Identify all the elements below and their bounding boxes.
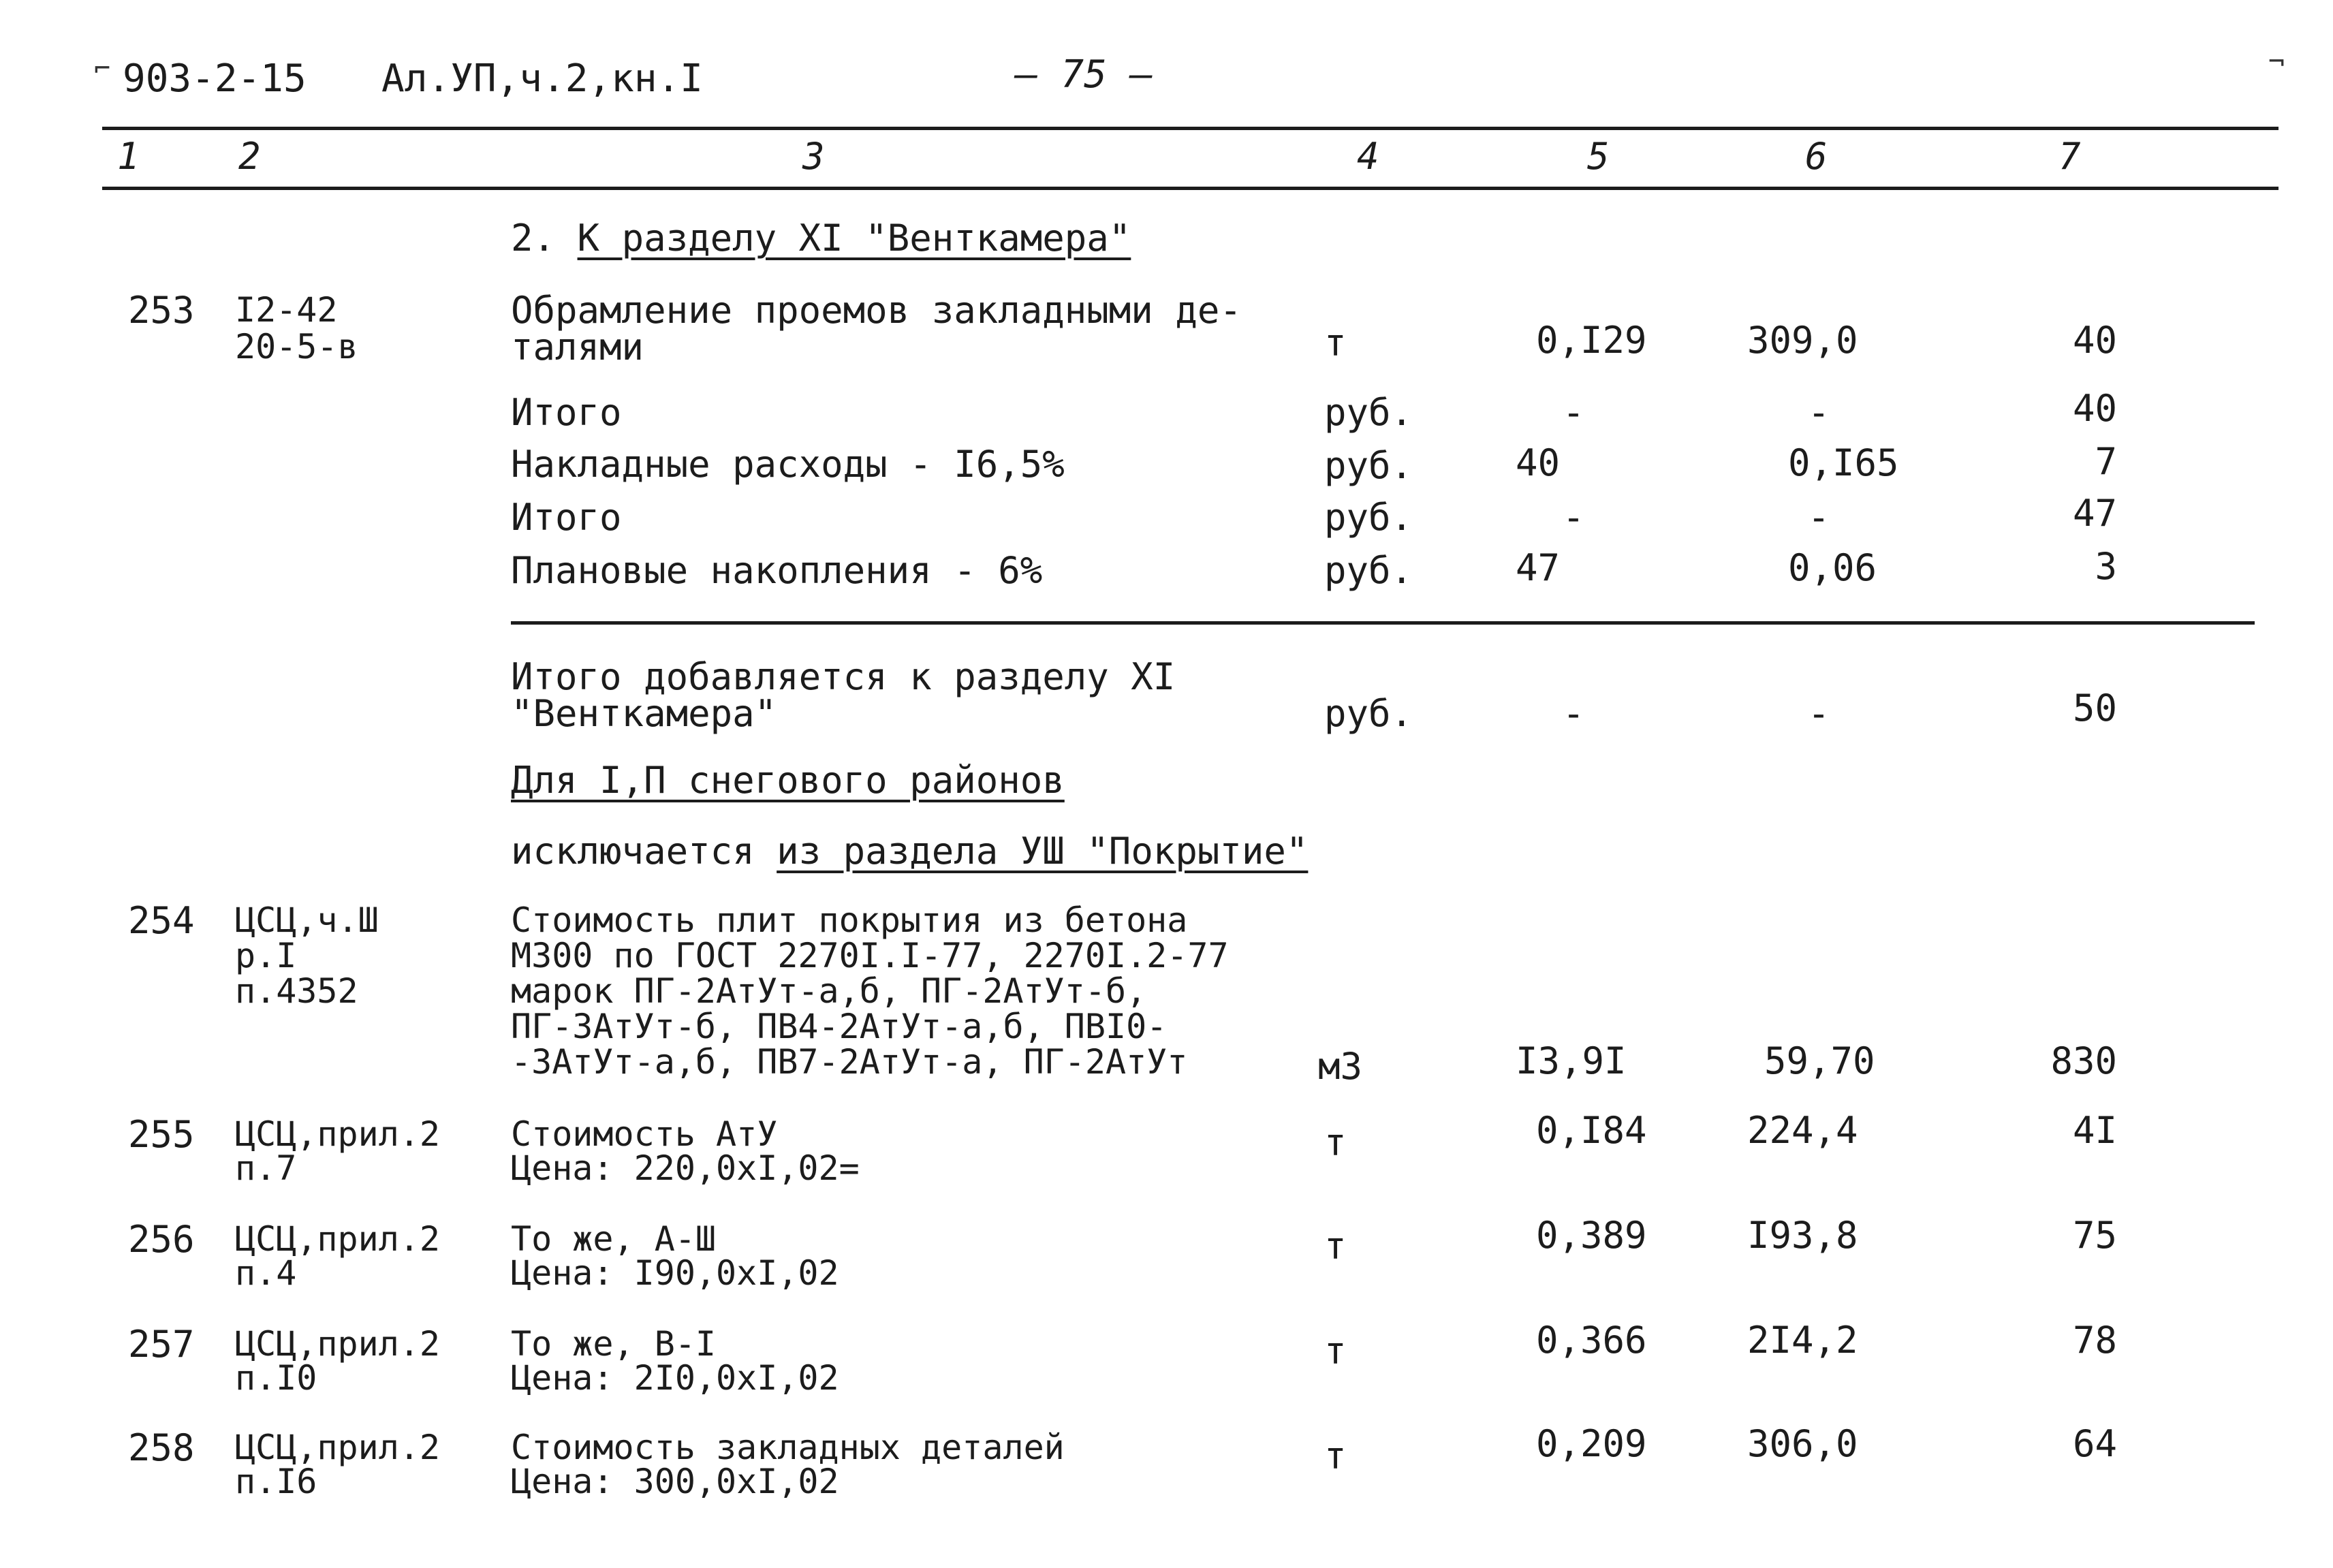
row-258-number: 258	[128, 1426, 195, 1469]
grand-total-c6: -	[1807, 692, 1830, 735]
subtotal-4-c5: 47	[1516, 546, 1561, 589]
col-number-7: 7	[2058, 135, 2081, 178]
row-254-ref-line2: р.I	[235, 936, 297, 975]
subtotal-3-c6: -	[1807, 496, 1830, 539]
row-254-desc-line1: Стоимость плит покрытия из бетона	[511, 900, 1188, 940]
subtotal-3-label: Итого	[511, 496, 622, 539]
col-number-2: 2	[238, 135, 261, 178]
grand-total-c5: -	[1562, 692, 1585, 735]
row-254-ref-line3: п.4352	[235, 971, 358, 1011]
row-258-desc-line1: Стоимость закладных деталей	[511, 1428, 1065, 1467]
row-253-desc-line2: талями	[511, 326, 644, 369]
subtotal-2-c6: 0,I65	[1788, 441, 1899, 484]
section-heading	[511, 217, 1131, 260]
subtotal-2-unit: руб.	[1324, 444, 1413, 487]
row-256-ref-line1: ЦСЦ,прил.2	[235, 1219, 441, 1259]
subtotal-3-c7: 47	[2072, 492, 2117, 535]
row-254-desc-line2: М300 по ГОСТ 2270I.I-77, 2270I.2-77	[511, 936, 1229, 975]
row-253-desc-line1: Обрамление проемов закладными де-	[511, 289, 1242, 332]
col-number-4: 4	[1357, 135, 1379, 178]
row-257-number: 257	[128, 1323, 195, 1366]
doc-code: 903-2-15	[123, 57, 307, 101]
row-255-number: 255	[128, 1113, 195, 1156]
row-253-qty: 0,I29	[1536, 319, 1647, 362]
header-rule-top	[102, 127, 2279, 130]
col-number-6: 6	[1805, 135, 1828, 178]
subtotal-1-label: Итого	[511, 391, 622, 434]
row-253-price: 309,0	[1747, 319, 1858, 362]
row-256-price: I93,8	[1747, 1214, 1858, 1257]
col-number-5: 5	[1587, 135, 1610, 178]
subtotal-2-c5: 40	[1516, 441, 1561, 484]
row-255-qty: 0,I84	[1536, 1109, 1647, 1152]
row-256-total: 75	[2072, 1214, 2117, 1257]
row-254-desc-line5: -3АтУт-а,б, ПВ7-2АтУт-а, ПГ-2АтУт	[511, 1042, 1188, 1082]
row-253-number: 253	[128, 289, 195, 332]
row-257-ref-line1: ЦСЦ,прил.2	[235, 1324, 441, 1364]
row-256-ref-line2: п.4	[235, 1253, 297, 1293]
row-257-total: 78	[2072, 1319, 2117, 1362]
exclusion-note-section: из раздела УШ "Покрытие"	[777, 830, 1309, 873]
row-255-desc-line1: Стоимость АтУ	[511, 1114, 778, 1154]
row-257-unit: т	[1324, 1330, 1347, 1373]
grand-total-unit: руб.	[1324, 692, 1413, 735]
row-253-ref-line1: I2-42	[235, 290, 338, 330]
row-254-total: 830	[2050, 1039, 2117, 1082]
row-258-desc-line2: Цена: 300,0хI,02	[511, 1462, 839, 1501]
row-254-desc-line3: марок ПГ-2АтУт-а,б, ПГ-2АтУт-б,	[511, 971, 1147, 1011]
row-254-number: 254	[128, 899, 195, 942]
row-257-desc-line2: Цена: 2I0,0хI,02	[511, 1358, 839, 1398]
album-reference: Ал.УП,ч.2,кн.I	[381, 57, 704, 101]
row-254-unit: м3	[1318, 1045, 1363, 1088]
row-255-total: 4I	[2072, 1109, 2117, 1152]
row-256-qty: 0,389	[1536, 1214, 1647, 1257]
row-255-ref-line2: п.7	[235, 1148, 297, 1188]
row-255-ref-line1: ЦСЦ,прил.2	[235, 1114, 441, 1154]
row-255-desc-line2: Цена: 220,0хI,02=	[511, 1148, 860, 1188]
row-257-qty: 0,366	[1536, 1319, 1647, 1362]
row-258-unit: т	[1324, 1434, 1347, 1477]
total-separator-rule	[511, 621, 2255, 625]
section-heading-number: 2.	[511, 217, 556, 260]
row-258-total: 64	[2072, 1422, 2117, 1465]
row-254-price: 59,70	[1764, 1039, 1875, 1082]
row-253-unit: т	[1324, 322, 1347, 364]
grand-total-label-line2: "Венткамера"	[511, 692, 777, 735]
subtotal-4-unit: руб.	[1324, 549, 1413, 592]
subtotal-1-c7: 40	[2072, 387, 2117, 430]
row-256-desc-line2: Цена: I90,0хI,02	[511, 1253, 839, 1293]
subtotal-3-unit: руб.	[1324, 496, 1413, 539]
row-256-unit: т	[1324, 1225, 1347, 1268]
corner-mark-top-left: ⌐	[94, 53, 111, 84]
subtotal-4-c7: 3	[2095, 545, 2117, 588]
col-number-1: 1	[117, 135, 140, 178]
subtotal-1-unit: руб.	[1324, 391, 1413, 434]
subtotal-2-label: Накладные расходы - I6,5%	[511, 443, 1065, 486]
subtotal-4-label: Плановые накопления - 6%	[511, 549, 1043, 592]
section-heading-text: К разделу XI "Венткамера"	[577, 217, 1131, 260]
row-257-ref-line2: п.I0	[235, 1358, 317, 1398]
exclusion-note	[511, 832, 1308, 871]
grand-total-c7: 50	[2072, 687, 2117, 730]
col-number-3: 3	[802, 135, 825, 178]
row-258-ref-line1: ЦСЦ,прил.2	[235, 1428, 441, 1467]
page-number: — 75 —	[1015, 52, 1153, 97]
exclusion-note-plain: исключается	[511, 830, 777, 873]
subtotal-3-c5: -	[1562, 496, 1585, 539]
header-rule-bottom	[102, 187, 2279, 190]
row-255-unit: т	[1324, 1121, 1347, 1164]
row-257-desc-line1: То же, В-I	[511, 1324, 717, 1364]
grand-total-label-line1: Итого добавляется к разделу XI	[511, 655, 1176, 698]
row-254-qty: I3,9I	[1516, 1039, 1627, 1082]
row-258-price: 306,0	[1747, 1422, 1858, 1465]
row-256-desc-line1: То же, А-Ш	[511, 1219, 717, 1259]
row-258-ref-line2: п.I6	[235, 1462, 317, 1501]
row-256-number: 256	[128, 1218, 195, 1261]
row-253-total: 40	[2072, 319, 2117, 362]
row-253-ref-line2: 20-5-в	[235, 327, 358, 366]
row-255-price: 224,4	[1747, 1109, 1858, 1152]
snow-regions-note: Для I,П снегового районов	[511, 759, 1065, 802]
subtotal-1-c5: -	[1562, 391, 1585, 434]
subtotal-4-c6: 0,06	[1788, 546, 1877, 589]
row-254-ref-line1: ЦСЦ,ч.Ш	[235, 900, 379, 940]
row-258-qty: 0,209	[1536, 1422, 1647, 1465]
row-254-desc-line4: ПГ-3АтУт-б, ПВ4-2АтУт-а,б, ПВI0-	[511, 1007, 1168, 1046]
subtotal-1-c6: -	[1807, 391, 1830, 434]
corner-mark-top-right: ¬	[2268, 46, 2285, 78]
subtotal-2-c7: 7	[2095, 440, 2117, 483]
row-257-price: 2I4,2	[1747, 1319, 1858, 1362]
